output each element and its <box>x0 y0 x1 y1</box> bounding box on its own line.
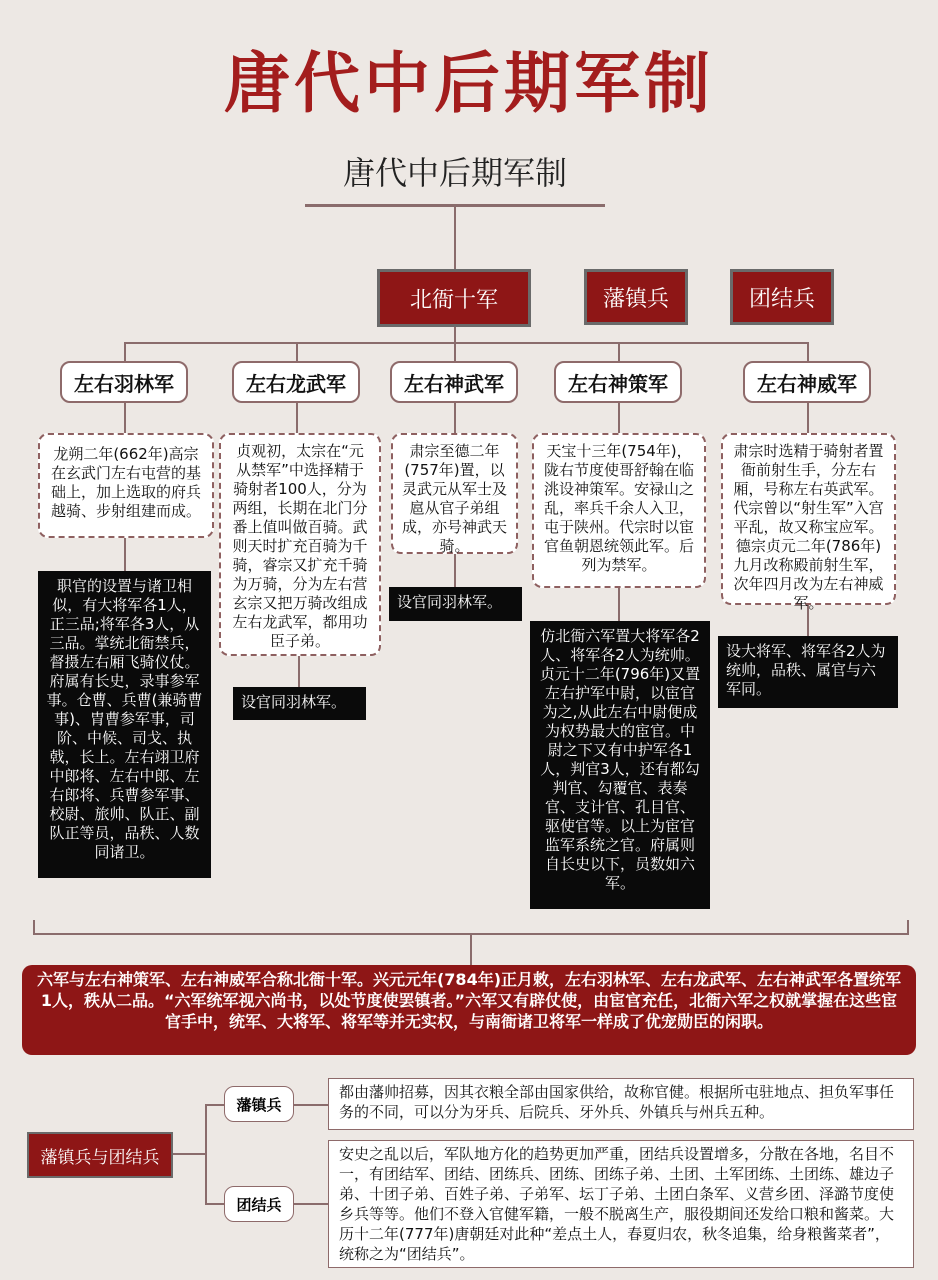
desc-tuanjie: 安史之乱以后，军队地方化的趋势更加严重，团结兵设置增多，分散在各地，名目不一，有团结军、团结、团练兵、团练、团练子弟、土团、土军团练、土团练、雄边子弟、十团子弟、百姓子弟、子弟军、坛丁子弟、土团白条军、义营乡团、泽潞节度使乡兵等等。他们不登入官健军籍，一般不脱离生产，服役期间还发给口粮和酱菜。大历十二年(777年)唐朝廷对此种“差点土人，春夏归农，秋冬追集，给身粮酱菜者”，统称之为“团结兵”。 <box>328 1140 914 1268</box>
connector <box>298 655 300 688</box>
connector <box>205 1104 207 1204</box>
connector <box>618 587 620 622</box>
army-shenwei: 左右神威军 <box>743 361 871 403</box>
official-shenwei: 设大将军、将军各2人为统帅，品秩、属官与六军同。 <box>718 636 898 708</box>
connector <box>294 1104 330 1106</box>
main-title: 唐代中后期军制 <box>224 44 714 122</box>
category-tuanjie: 团结兵 <box>730 269 834 325</box>
connector <box>124 342 808 344</box>
intro-shenwei: 肃宗时选精于骑射者置衙前射生手，分左右厢，号称左右英武军。代宗曾以“射生军”入宫平乱，故又称宝应军。德宗贞元二年(786年)九月改称殿前射生军，次年四月改为左右神威军。 <box>721 433 896 605</box>
bottom-root: 藩镇兵与团结兵 <box>27 1132 173 1178</box>
node-tuanjie: 团结兵 <box>224 1186 294 1222</box>
intro-longwu: 贞观初，太宗在“元从禁军”中选择精于骑射者100人，分为两组，长期在北门分番上值叫做百骑。武则天时扩充百骑为千骑，睿宗又扩充千骑为万骑，分为左右营玄宗又把万骑改组成左右龙武军，都用功臣子弟。 <box>219 433 381 656</box>
official-yulin: 职官的设置与诸卫相似，有大将军各1人，正三品;将军各3人，从三品。掌统北衙禁兵，督摄左右厢飞骑仪仗。府属有长史，录事参军事。仓曹、兵曹(兼骑曹事)、胄曹参军事，司阶、中候、司戈、执戟，长上。左右翊卫府中郎将、左右中郎、左右郎将、兵曹参军事、校尉、旅帅、队正、副队正等员，品秩、人数同诸卫。 <box>38 571 211 878</box>
connector <box>454 327 456 343</box>
connector <box>296 402 298 434</box>
diagram-root-title: 唐代中后期军制 <box>342 154 567 192</box>
intro-shence: 天宝十三年(754年)，陇右节度使哥舒翰在临洮设神策军。安禄山之乱，率兵千余人入卫，屯于陕州。代宗时以宦官鱼朝恩统领此军。后列为禁军。 <box>532 433 706 588</box>
official-shenwu: 设官同羽林军。 <box>389 587 522 621</box>
connector <box>454 553 456 588</box>
connector <box>124 537 126 572</box>
connector <box>294 1203 330 1205</box>
connector <box>470 934 472 965</box>
army-shence: 左右神策军 <box>554 361 682 403</box>
intro-yulin: 龙朔二年(662年)高宗在玄武门左右屯营的基础上，加上选取的府兵越骑、步射组建而成。 <box>38 433 214 538</box>
category-fanzhen: 藩镇兵 <box>584 269 688 325</box>
connector <box>618 402 620 434</box>
intro-shenwu: 肃宗至德二年(757年)置，以灵武元从军士及扈从官子弟组成，亦号神武天骑。 <box>391 433 518 554</box>
connector <box>205 1104 225 1106</box>
official-shence: 仿北衙六军置大将军各2人、将军各2人为统帅。贞元十二年(796年)又置左右护军中尉，以宦官为之,从此左右中尉便成为权势最大的宦官。中尉之下又有中护军各1人，判官3人，还有都勾判官、勾覆官、表奏官、支计官、孔目官、驱使官等。以上为宦官监军系统之官。府属则自长史以下，员数如六军。 <box>530 621 710 909</box>
category-beiya: 北衙十军 <box>377 269 531 327</box>
army-longwu: 左右龙武军 <box>232 361 360 403</box>
army-yulin: 左右羽林军 <box>60 361 188 403</box>
connector <box>454 402 456 434</box>
connector <box>172 1153 206 1155</box>
official-longwu: 设官同羽林军。 <box>233 687 366 720</box>
connector <box>124 402 126 434</box>
connector <box>807 402 809 434</box>
army-shenwu: 左右神武军 <box>390 361 518 403</box>
bracket <box>907 920 909 934</box>
node-fanzhen: 藩镇兵 <box>224 1086 294 1122</box>
desc-fanzhen: 都由藩帅招募，因其衣粮全部由国家供给，故称官健。根据所屯驻地点、担负军事任务的不同，可以分为牙兵、后院兵、牙外兵、外镇兵与州兵五种。 <box>328 1078 914 1130</box>
summary-box: 六军与左右神策军、左右神威军合称北衙十军。兴元元年(784年)正月敕，左右羽林军、左右龙武军、左右神武军各置统军1人，秩从二品。“六军统军视六尚书，以处节度使罢镇者。”六军又有辟仗使，由宦官充任，北衙六军之权就掌握在这些宦官手中，统军、大将军、将军等并无实权，与南衙诸卫将军一样成了优宠勋臣的闲职。 <box>22 965 916 1055</box>
bracket <box>33 920 35 934</box>
connector <box>454 207 456 270</box>
connector <box>205 1203 225 1205</box>
